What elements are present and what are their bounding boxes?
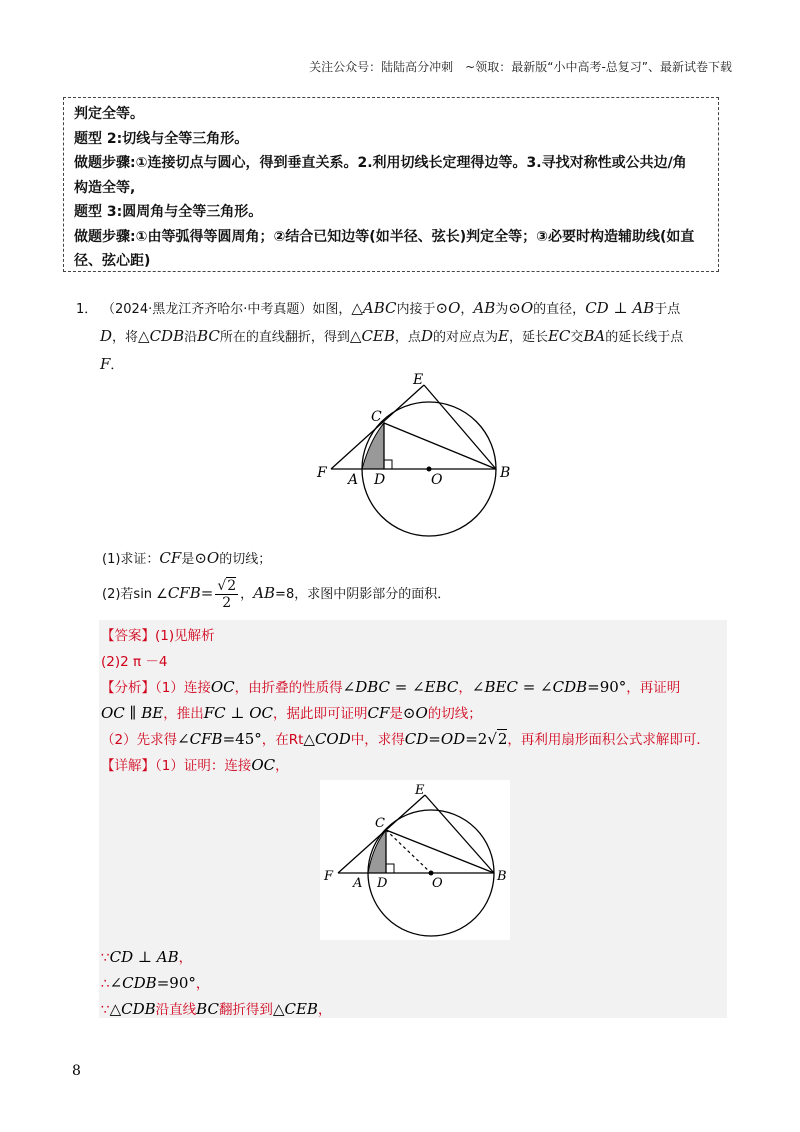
step-line bbox=[101, 998, 331, 1018]
math: AB bbox=[253, 584, 276, 602]
text: (1)见解析 bbox=[155, 628, 215, 644]
text: （2）先求得 bbox=[101, 732, 178, 748]
math: △CEB bbox=[349, 327, 395, 345]
analysis-line bbox=[101, 676, 680, 696]
math: BC bbox=[197, 327, 220, 345]
math: =90° bbox=[587, 678, 627, 696]
tag-analysis: 【分析】 bbox=[101, 680, 155, 696]
text: 内接于 bbox=[396, 302, 436, 317]
math: =2 bbox=[465, 730, 488, 748]
box-line: 构造全等, bbox=[74, 179, 136, 196]
math: CD ⊥ AB bbox=[585, 299, 655, 317]
text: 是 bbox=[389, 706, 403, 722]
math: = bbox=[200, 584, 214, 602]
label-O: O bbox=[432, 876, 443, 891]
text: 的切线； bbox=[427, 706, 482, 722]
label-C: C bbox=[375, 816, 385, 831]
math: 2 bbox=[497, 730, 508, 748]
header-note: 关注公众号：陆陆高分冲刺 ~领取：最新版“小中高考-总复习”、最新试卷下载 bbox=[309, 60, 732, 74]
step-line bbox=[101, 972, 209, 992]
geometry-figure-2 bbox=[320, 780, 510, 940]
text: ， bbox=[195, 976, 210, 992]
box-line: 做题步骤:①连接切点与圆心，得到垂直关系。2.利用切线长定理得边等。3.寻找对称性或公共边/角 bbox=[74, 155, 687, 171]
sub-question-2 bbox=[102, 578, 450, 611]
text: ， bbox=[240, 587, 254, 602]
box-line: 做题步骤:①由等弧得等圆周角；②结合已知边等(如半径、弦长)判定全等；③必要时构造辅助线(如直 bbox=[74, 228, 695, 245]
label-C: C bbox=[371, 409, 382, 425]
math: △CDB bbox=[109, 1000, 156, 1018]
math: △CDB bbox=[138, 327, 185, 345]
answer-line bbox=[101, 650, 168, 670]
analysis-line: （2）先求得∠CFB=45°，在Rt△COD中，求得CD=OD=2√2，再利用扇形面积公式求解即可． bbox=[101, 730, 710, 748]
text: (2)2 π －4 bbox=[101, 654, 168, 670]
text: ，点 bbox=[394, 330, 421, 345]
text: 的切线； bbox=[219, 552, 272, 567]
question-source: （2024·黑龙江齐齐哈尔·中考真题）如图， bbox=[102, 302, 352, 317]
label-A: A bbox=[348, 472, 359, 488]
text: ，据此即可证明 bbox=[273, 706, 368, 722]
text: 的直径， bbox=[533, 302, 586, 317]
label-O: O bbox=[431, 472, 443, 488]
text: 于点 bbox=[654, 302, 681, 317]
label-F: F bbox=[317, 465, 327, 481]
math: CF bbox=[367, 704, 390, 722]
text: ，由折叠的性质得 bbox=[234, 680, 343, 696]
math: CFB bbox=[167, 584, 201, 602]
text: 翻折得到 bbox=[218, 1002, 273, 1018]
text: ，推出 bbox=[163, 706, 204, 722]
therefore-symbol: ∴ bbox=[101, 976, 110, 992]
math: OC ∥ BE bbox=[101, 704, 164, 722]
text: 沿直线 bbox=[155, 1002, 197, 1018]
math: ⊙O bbox=[402, 704, 428, 722]
text: 的延长线于点 bbox=[605, 330, 684, 345]
page-number: 8 bbox=[72, 1063, 81, 1079]
text: ， bbox=[460, 302, 474, 317]
math: D bbox=[100, 327, 113, 345]
math: F bbox=[100, 355, 111, 373]
text: ，在Rt bbox=[261, 732, 304, 748]
because-symbol: ∵ bbox=[101, 950, 110, 966]
text: ，将 bbox=[112, 330, 139, 345]
math: CD ⊥ AB bbox=[109, 948, 179, 966]
label-F: F bbox=[324, 869, 334, 884]
box-line: 径、弦心距) bbox=[74, 253, 151, 269]
label-A: A bbox=[353, 876, 363, 891]
answer-line bbox=[101, 624, 215, 644]
math: ∠BEC = ∠CDB bbox=[471, 678, 588, 696]
math: ∠DBC = ∠EBC bbox=[342, 678, 459, 696]
math: E bbox=[497, 327, 509, 345]
math: = bbox=[428, 730, 441, 748]
box-line: 题型 2:切线与全等三角形。 bbox=[74, 130, 249, 147]
tag-detail: 【详解】 bbox=[101, 758, 155, 774]
detail-line bbox=[101, 754, 289, 774]
text: ， bbox=[178, 950, 193, 966]
math: ⊙O bbox=[435, 299, 461, 317]
text: ，再利用扇形面积公式求解即可． bbox=[507, 732, 710, 748]
label-B: B bbox=[500, 465, 511, 481]
question-text bbox=[76, 295, 726, 379]
text: （1）证明：连接 bbox=[155, 758, 252, 774]
math: OD bbox=[440, 730, 466, 748]
math: =45° bbox=[222, 730, 262, 748]
math: ∠CDB bbox=[109, 974, 157, 992]
text: 所在的直线翻折，得到 bbox=[219, 330, 350, 345]
numerator: 2 bbox=[227, 578, 237, 594]
math: OC bbox=[210, 678, 235, 696]
math: AB bbox=[473, 299, 496, 317]
math: ∠CFB bbox=[177, 730, 223, 748]
label-D: D bbox=[377, 876, 388, 891]
math: FC ⊥ OC bbox=[203, 704, 274, 722]
text: 是 bbox=[181, 552, 195, 567]
because-symbol: ∵ bbox=[101, 1002, 110, 1018]
geometry-figure-1 bbox=[312, 370, 522, 540]
text: =8，求图中阴影部分的面积． bbox=[275, 587, 451, 602]
math: △COD bbox=[303, 730, 351, 748]
math: CD bbox=[404, 730, 429, 748]
text: (2)若sin ∠ bbox=[102, 587, 168, 602]
label-E: E bbox=[415, 783, 425, 798]
text: (1)求证： bbox=[102, 552, 160, 567]
denominator: 2 bbox=[222, 595, 232, 611]
label-B: B bbox=[497, 869, 507, 884]
box-line: 判定全等。 bbox=[74, 106, 144, 122]
math: EC bbox=[547, 327, 571, 345]
analysis-line bbox=[101, 702, 482, 722]
math: OC bbox=[251, 756, 276, 774]
math: ⊙O bbox=[508, 299, 534, 317]
math: D bbox=[420, 327, 433, 345]
question-number: 1． bbox=[76, 302, 98, 317]
method-box bbox=[63, 97, 719, 272]
text: ，延长 bbox=[508, 330, 548, 345]
text: 为 bbox=[495, 302, 509, 317]
fraction: $\frac{√2}{2}$ bbox=[217, 578, 237, 611]
math: △CEB bbox=[272, 1000, 318, 1018]
tag-answer: 【答案】 bbox=[101, 628, 155, 644]
math: BA bbox=[583, 327, 606, 345]
sub-question-1 bbox=[102, 548, 271, 567]
label-D: D bbox=[374, 472, 386, 488]
text: ， bbox=[458, 680, 472, 696]
math: CF bbox=[159, 549, 182, 567]
math: ⊙O bbox=[194, 549, 220, 567]
label-E: E bbox=[413, 372, 424, 388]
text: ， bbox=[275, 758, 289, 774]
text: （1）连接 bbox=[155, 680, 211, 696]
text: 交 bbox=[570, 330, 584, 345]
math: =90° bbox=[156, 974, 196, 992]
box-line: 题型 3:圆周角与全等三角形。 bbox=[74, 204, 263, 220]
step-line bbox=[101, 946, 192, 966]
math: △ABC bbox=[351, 299, 397, 317]
text: 中，求得 bbox=[350, 732, 405, 748]
question-1 bbox=[76, 295, 726, 379]
text: ． bbox=[110, 358, 124, 373]
text: ，再证明 bbox=[626, 680, 681, 696]
text: 沿 bbox=[184, 330, 198, 345]
math: BC bbox=[196, 1000, 219, 1018]
text: 的对应点为 bbox=[432, 330, 498, 345]
text: ， bbox=[317, 1002, 332, 1018]
